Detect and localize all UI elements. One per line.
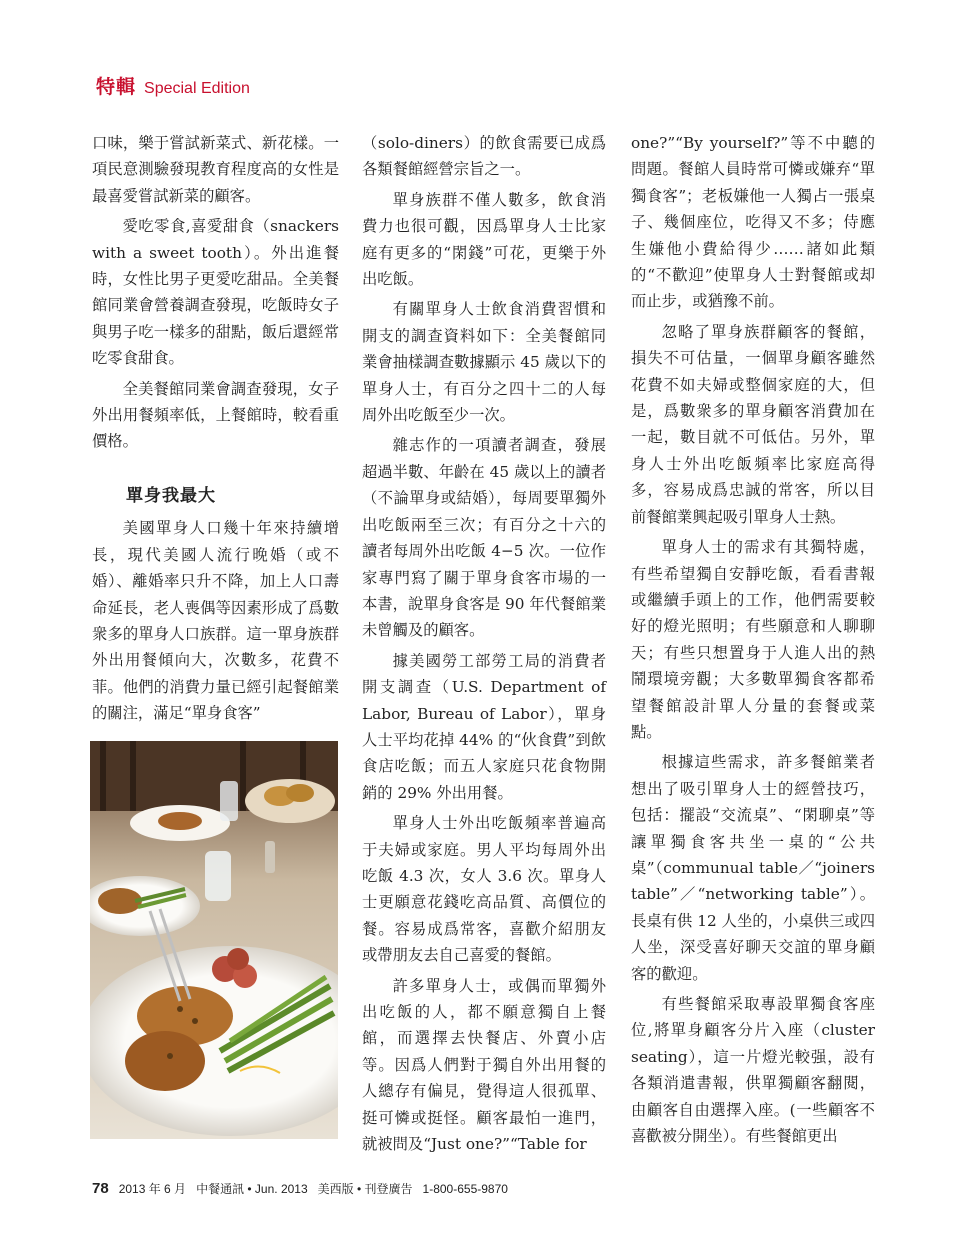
subheading: 單身我最大: [126, 485, 216, 506]
paragraph: 有些餐館采取專設單獨食客座位,將單身顧客分片入座（cluster seating），這一片燈光較强，設有各類消遣書報，供單獨顧客翻閱，由顧客自由選擇入座。(一些顧客不喜歡被分開坐）。有些餐館更出: [631, 995, 875, 1146]
section-title-en: Special Edition: [144, 80, 250, 97]
issue-date: 2013 年 6 月: [118, 1182, 187, 1196]
paragraph: 據美國勞工部勞工局的消費者開支調查（U.S. Department of Labor, Bureau of Labor），單身人士平均花掉 44% 的“伙食費”到飲食店吃飯；而五人家庭只花食物開銷的 29% 外出用餐。: [362, 651, 606, 802]
publication-name: 中餐通訊 • Jun. 2013: [196, 1182, 308, 1196]
paragraph: 美國單身人口幾十年來持續增長，現代美國人流行晚婚（或不婚）、離婚率只升不降，加上人口壽命延長，老人喪偶等因素形成了爲數衆多的單身人口族群。這一單身族群外出用餐傾向大，次數多，花費不菲。他們的消費力量已經引起餐館業的關注，滿足“單身食客”: [92, 519, 339, 723]
column-2: [362, 130, 606, 1161]
paragraph: 單身族群不僅人數多，飲食消費力也很可觀，因爲單身人士比家庭有更多的“閑錢”可花，更樂于外出吃飯。: [362, 190, 606, 289]
paragraph: 愛吃零食,喜愛甜食（snackers with a sweet tooth）。外出進餐時，女性比男子更愛吃甜品。全美餐館同業會營養調查發現，吃飯時女子與男子吃一樣多的甜點，飯后還經常吃零食甜食。: [92, 217, 339, 368]
paragraph: 全美餐館同業會調查發現，女子外出用餐頻率低，上餐館時，較看重價格。: [92, 379, 339, 451]
page-footer: [92, 1180, 508, 1197]
paragraph: 根據這些需求，許多餐館業者想出了吸引單身人士的經營技巧，包括：擺設“交流桌”、“閑聊桌”等讓單獨食客共坐一桌的“公共桌”（communual table／“joiners table”／“networking table”）。長桌有供 12 人坐的，小桌供三或四人坐，深受喜好聊天交誼的單身顧客的歡迎。: [631, 753, 875, 983]
paragraph: 忽略了單身族群顧客的餐館，損失不可估量，一個單身顧客雖然花費不如夫婦或整個家庭的大，但是，爲數衆多的單身顧客消費加在一起，數目就不可低估。另外，單身人士外出吃飯頻率比家庭高得多，容易成爲忠誠的常客，所以目前餐館業興起吸引單身人士熱。: [631, 322, 875, 526]
food-photo-illustration: [90, 741, 338, 1139]
paragraph: 口味，樂于嘗試新菜式、新花樣。一項民意測驗發現教育程度高的女性是最喜愛嘗試新菜的顧客。: [92, 134, 339, 205]
column-3: [631, 130, 875, 1153]
paragraph: 單身人士外出吃飯頻率普遍高于夫婦或家庭。男人平均每周外出吃飯 4.3 次，女人 3.6 次。單身人士更願意花錢吃高品質、高價位的餐。容易成爲常客，喜歡介紹朋友或帶朋友去自己喜愛的餐館。: [362, 814, 606, 965]
column-1: [92, 130, 339, 731]
paragraph: 有關單身人士飲食消費習慣和開支的調查資料如下：全美餐館同業會抽樣調查數據顯示 45 歲以下的單身人士，有百分之四十二的人每周外出吃飯至少一次。: [362, 300, 606, 425]
paragraph: （solo-diners）的飲食需要已成爲各類餐館經營宗旨之一。: [362, 134, 606, 179]
edition-label: 美西版 • 刊登廣告: [317, 1182, 413, 1196]
paragraph: one?”“By yourself?”等不中聽的問題。餐館人員時常可憐或嫌弃“單獨食客”；老板嫌他一人獨占一張桌子、幾個座位，吃得又不多；侍應生嫌他小費給得少……諸如此類的“不歡迎”使單身人士對餐館或却而止步，或猶豫不前。: [631, 134, 875, 311]
phone-number: 1-800-655-9870: [422, 1182, 508, 1196]
section-header: [96, 72, 250, 99]
section-title-zh: 特輯: [96, 76, 137, 98]
paragraph: 單身人士的需求有其獨特處，有些希望獨自安靜吃飯，看看書報或繼續手頭上的工作，他們需要較好的燈光照明；有些願意和人聊聊天；有些只想置身于人進人出的熱鬧環境旁觀；大多數單獨食客都希望餐館設計單人分量的套餐或菜點。: [631, 538, 875, 741]
page-number: 78: [92, 1180, 109, 1197]
dinner-plate-photo: [90, 741, 338, 1139]
paragraph: 雜志作的一項讀者調查，發展超過半數、年齡在 45 歲以上的讀者（不論單身或結婚），每周要單獨外出吃飯兩至三次；有百分之十六的讀者每周外出吃飯 4−5 次。一位作家專門寫了關于單身食客市場的一本書，說單身食客是 90 年代餐館業未曾觸及的顧客。: [362, 436, 606, 640]
paragraph: 許多單身人士，或偶而單獨外出吃飯的人，都不願意獨自上餐館，而選擇去快餐店、外賣小店等。因爲人們對于獨自外出用餐的人總存有偏見，覺得這人很孤單、挺可憐或挺怪。顧客最怕一進門，就被問及“Just one?”“Table for: [362, 976, 606, 1154]
